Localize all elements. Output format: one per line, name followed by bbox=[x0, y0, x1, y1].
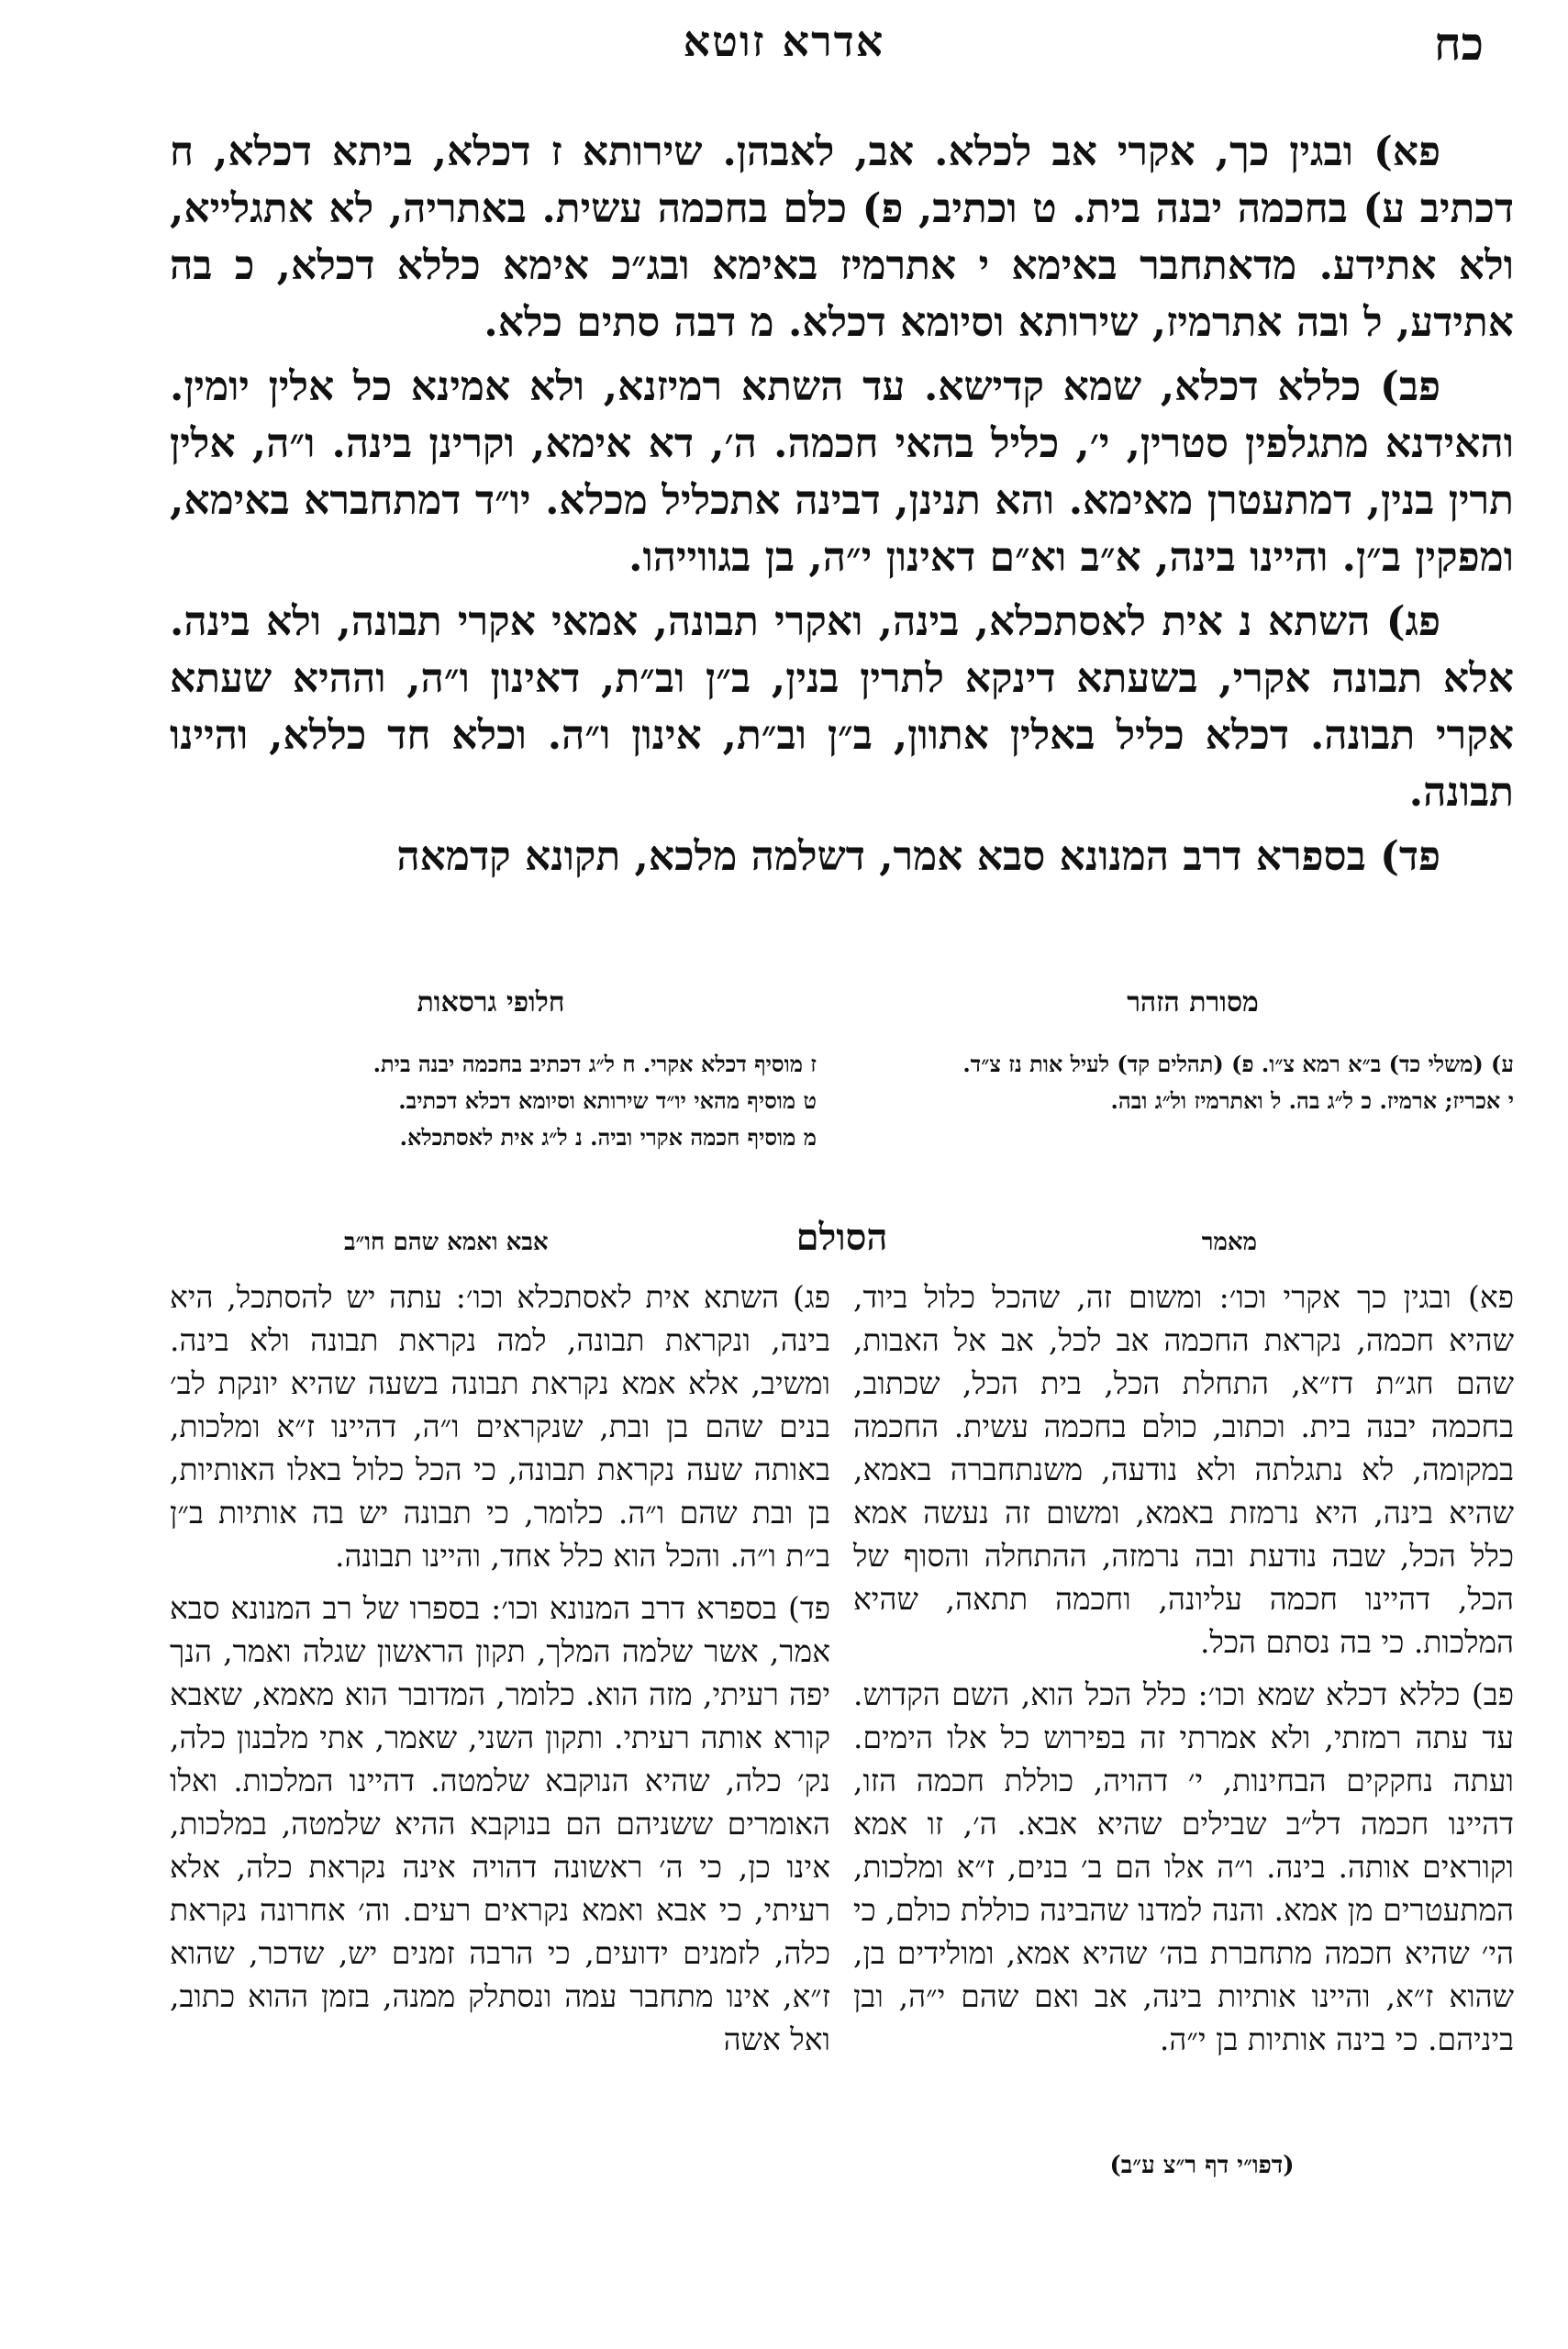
commentary-paragraph: פד) בספרא דרב המנונא וכו׳: בספרו של רב המנונא סבא אמר, אשר שלמה המלך, תקון הראשון שגלה ואמר, הנך יפה רעיתי, מזה הוא. כלומר, המדובר הוא מאמא, שאבא קורא אותה רעיתי. ותקון השני, שאמר, אתי מלבנון כלה, נק׳ כלה, שהיא הנוקבא שלמטה. דהיינו המלכות. ואלו האומרים ששניהם הם בנוקבא ההיא שלמטה, במלכות, אינו כן, כי ה׳ ראשונה דהויה אינה נקראת כלה, אלא רעיתי, כי אבא ואמא נקראים רעים. וה׳ אחרונה נקראת כלה, לזמנים ידועים, כי הרבה זמנים יש, שדכר, שהוא ז״א, אינו מתחבר עמה ונסתלק ממנה, בזמן ההוא כתוב, ואל אשה bbox=[170, 1590, 830, 2057]
note-line: ע) (משלי כד) ב״א רמא צ״ו. פ) (תהלים קד) לעיל אות נז צ״ד. bbox=[962, 1051, 1514, 1077]
folio-reference: (דפו״י דף ר״צ ע״ב) bbox=[1109, 2152, 1295, 2179]
sulam-header bbox=[170, 1216, 1514, 1271]
main-paragraph: פב) כללא דכלא, שמא קדישא. עד השתא רמיזנא, ולא אמינא כל אלין יומין. והאידנא מתגלפין סטרין, י׳, כליל בהאי חכמה. ה׳, דא אימא, וקרינן בינה. ו״ה, אלין תרין בנין, דמתעטרן מאימא. והא תנינן, דבינה אתכליל מכלא. יו״ד דמתחברא באימא, ומפקין ב״ן. והיינו בינה, א״ב וא״ם דאינון י״ה, בן בגווייהו. bbox=[170, 363, 1514, 581]
main-paragraph: פג) השתא נ אית לאסתכלא, בינה, ואקרי תבונה, אמאי אקרי תבונה, ולא בינה. אלא תבונה אקרי, בשעתא דינקא לתרין בנין, ב״ן וב״ת, דאינון ו״ה, וההיא שעתא אקרי תבונה. דכלא כליל באלין אתוון, ב״ן וב״ת, אינון ו״ה. וכלא חד כללא, והיינו תבונה. bbox=[170, 598, 1514, 816]
commentary-paragraph: פג) השתא אית לאסתכלא וכו׳: עתה יש להסתכל, היא בינה, ונקראת תבונה, למה נקראת תבונה ולא בינה. ומשיב, אלא אמא נקראת תבונה בשעה שהיא יונקת לב׳ בנים שהם בן ובת, שנקראים ו״ה, דהיינו ז״א ומלכות, באותה שעה נקראת תבונה, כי הכל כלול באלו האותיות, בן ובת שהם ו״ה. כלומר, כי תבונה יש בה אותיות ב״ן ב״ת ו״ה. והכל הוא כלל אחד, והיינו תבונה. bbox=[170, 1279, 830, 1574]
masoret-heading: מסורת הזהר bbox=[1127, 986, 1259, 1019]
sulam-commentary-right bbox=[853, 1275, 1514, 2070]
chilufei-notes bbox=[170, 1046, 817, 1156]
notes-headings bbox=[170, 986, 1514, 1032]
page-title: אדרא זוטא bbox=[683, 17, 885, 66]
commentary-paragraph: פב) כללא דכלא שמא וכו׳: כלל הכל הוא, השם הקדוש. עד עתה רמזתי, ולא אמרתי זה בפירוש כל אלו הימים. ועתה נחקקים הבחינות, י׳ דהויה, כוללת חכמה הזו, דהיינו חכמה דל״ב שבילים שהיא אבא. ה׳, זו אמא וקוראים אותה. בינה. ו״ה אלו הם ב׳ בנים, ז״א ומלכות, המתעטרים מן אמא. והנה למדנו שהבינה כוללת כולם, כי הי׳ שהיא חכמה מתחברת בה׳ שהיא אמא, ומולידים בן, שהוא ז״א, והיינו אותיות בינה, אב ואם שהם י״ה, ובן ביניהם. כי בינה אותיות בן י״ה. bbox=[853, 1676, 1514, 2057]
sulam-title: הסולם bbox=[795, 1216, 888, 1259]
sulam-commentary-left bbox=[170, 1275, 830, 2070]
masoret-notes bbox=[844, 1046, 1514, 1119]
chilufei-heading: חלופי גרסאות bbox=[417, 986, 565, 1019]
main-paragraph: פד) בספרא דרב המנונא סבא אמר, דשלמה מלכא, תקונא קדמאה bbox=[396, 833, 1440, 880]
note-line: ט מוסיף מהאי יו״ד שירותא וסיומא דכלא דכתיב. bbox=[398, 1087, 817, 1114]
note-line: י אכריז; ארמיז. כ ל״ג בה. ל ואתרמיז ול״ג ובה. bbox=[1110, 1087, 1514, 1114]
main-text-block bbox=[170, 124, 1514, 893]
note-line: ז מוסיף דכלא אקרי. ח ל״ג דכתיב בחכמה יבנה בית. bbox=[373, 1051, 817, 1077]
note-line: מ מוסיף חכמה אקרי וביה. נ ל״ג אית לאסתכלא. bbox=[399, 1124, 817, 1151]
page-number: כח bbox=[1433, 17, 1485, 71]
commentary-paragraph: פא) ובגין כך אקרי וכו׳: ומשום זה, שהכל כלול ביוד, שהיא חכמה, נקראת החכמה אב לכל, אב אל האבות, שהם חג״ת דז״א, התחלת הכל, בית הכל, שכתוב, בחכמה יבנה בית. וכתוב, כולם בחכמה עשית. החכמה במקומה, לא נתגלתה ולא נודעה, משנתחברה באמא, שהיא בינה, היא נרמזת באמא, ומשום זה נעשה אמא כלל הכל, שבה נודעת ובה נרמזה, ההתחלה והסוף של הכל, דהיינו חכמה עליונה, וחכמה תתאה, שהיא המלכות. כי בה נסתם הכל. bbox=[853, 1279, 1514, 1660]
main-paragraph: פא) ובגין כך, אקרי אב לכלא. אב, לאבהן. שירותא ז דכלא, ביתא דכלא, ח דכתיב ע) בחכמה יבנה בית. ט וכתיב, פ) כלם בחכמה עשית. באתריה, לא אתגלייא, ולא אתידע. מדאתחבר באימא י אתרמיז באימא ובג״כ אימא כללא דכלא, כ בה אתידע, ל ובה אתרמיז, שירותא וסיומא דכלא. מ דבה סתים כלא. bbox=[170, 128, 1514, 346]
sulam-label-right: מאמר bbox=[1201, 1229, 1257, 1256]
sulam-label-left: אבא ואמא שהם חו״ב bbox=[344, 1229, 549, 1256]
